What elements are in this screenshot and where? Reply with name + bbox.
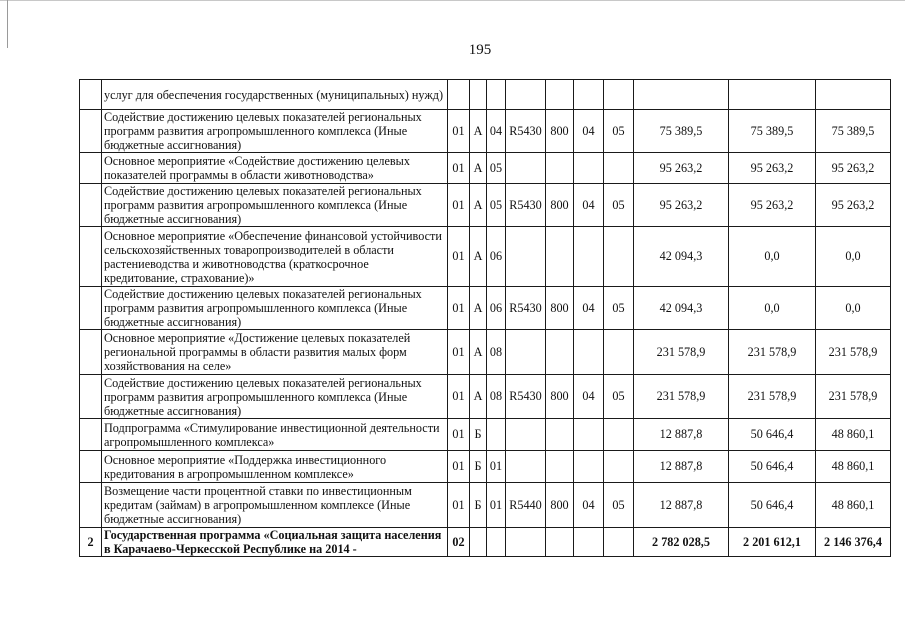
amount-year1-cell: 12 887,8 xyxy=(634,419,729,451)
expense-type-cell xyxy=(546,153,574,184)
subprogram-code-cell: А xyxy=(470,184,487,227)
amount-year2-cell: 50 646,4 xyxy=(729,483,816,528)
subsection-cell xyxy=(604,80,634,110)
program-code-cell: 01 xyxy=(448,419,470,451)
subprogram-code-cell: Б xyxy=(470,483,487,528)
item-name-cell: Основное мероприятие «Поддержка инвестиционного кредитования в агропромышленном комплексе» xyxy=(102,451,448,483)
subsection-cell: 05 xyxy=(604,483,634,528)
section-cell: 04 xyxy=(574,110,604,153)
program-code-cell: 01 xyxy=(448,227,470,287)
table-row xyxy=(80,80,891,110)
table-row xyxy=(80,419,891,451)
direction-code-cell xyxy=(506,80,546,110)
section-cell xyxy=(574,153,604,184)
subsection-cell: 05 xyxy=(604,184,634,227)
item-name-cell: Содействие достижению целевых показателей региональных программ развития агропромышленного комплекса (Иные бюджетные ассигнования) xyxy=(102,110,448,153)
section-cell xyxy=(574,528,604,557)
section-cell xyxy=(574,80,604,110)
amount-year3-cell: 48 860,1 xyxy=(816,419,891,451)
expense-type-cell xyxy=(546,80,574,110)
amount-year3-cell: 231 578,9 xyxy=(816,375,891,419)
amount-year3-cell xyxy=(816,80,891,110)
expense-type-cell: 800 xyxy=(546,483,574,528)
program-code-cell: 01 xyxy=(448,184,470,227)
amount-year1-cell: 75 389,5 xyxy=(634,110,729,153)
subprogram-code-cell xyxy=(470,528,487,557)
subprogram-code-cell: А xyxy=(470,153,487,184)
program-code-cell: 01 xyxy=(448,483,470,528)
program-code-cell: 01 xyxy=(448,153,470,184)
page-number: 195 xyxy=(468,42,492,58)
subsection-cell xyxy=(604,528,634,557)
subsection-cell xyxy=(604,227,634,287)
amount-year1-cell: 231 578,9 xyxy=(634,330,729,375)
activity-code-cell: 04 xyxy=(487,110,506,153)
program-code-cell: 01 xyxy=(448,451,470,483)
scan-top-edge xyxy=(0,0,905,1)
subprogram-code-cell: А xyxy=(470,110,487,153)
row-number-cell xyxy=(80,451,102,483)
item-name-cell: Основное мероприятие «Достижение целевых показателей региональной программы в области развития малых форм хозяйствования на селе» xyxy=(102,330,448,375)
expense-type-cell xyxy=(546,451,574,483)
amount-year3-cell: 95 263,2 xyxy=(816,184,891,227)
amount-year3-cell: 0,0 xyxy=(816,287,891,330)
row-number-cell xyxy=(80,483,102,528)
row-number-cell xyxy=(80,330,102,375)
table-row xyxy=(80,483,891,528)
row-number-cell xyxy=(80,419,102,451)
amount-year2-cell: 95 263,2 xyxy=(729,184,816,227)
item-name-cell: Подпрограмма «Стимулирование инвестиционной деятельности агропромышленного комплекса» xyxy=(102,419,448,451)
expense-type-cell xyxy=(546,419,574,451)
amount-year1-cell: 231 578,9 xyxy=(634,375,729,419)
subsection-cell xyxy=(604,153,634,184)
amount-year1-cell xyxy=(634,80,729,110)
amount-year1-cell: 95 263,2 xyxy=(634,184,729,227)
activity-code-cell: 05 xyxy=(487,184,506,227)
table-row xyxy=(80,375,891,419)
section-cell: 04 xyxy=(574,287,604,330)
subprogram-code-cell xyxy=(470,80,487,110)
amount-year3-cell: 231 578,9 xyxy=(816,330,891,375)
table-row xyxy=(80,287,891,330)
direction-code-cell xyxy=(506,451,546,483)
amount-year2-cell: 75 389,5 xyxy=(729,110,816,153)
amount-year2-cell: 231 578,9 xyxy=(729,375,816,419)
amount-year1-cell: 12 887,8 xyxy=(634,451,729,483)
amount-year2-cell: 95 263,2 xyxy=(729,153,816,184)
row-number-cell xyxy=(80,80,102,110)
direction-code-cell: R5430 xyxy=(506,184,546,227)
expense-type-cell: 800 xyxy=(546,110,574,153)
subprogram-code-cell: Б xyxy=(470,419,487,451)
section-cell: 04 xyxy=(574,483,604,528)
section-cell xyxy=(574,330,604,375)
expense-type-cell xyxy=(546,528,574,557)
row-number-cell: 2 xyxy=(80,528,102,557)
section-cell xyxy=(574,227,604,287)
activity-code-cell: 06 xyxy=(487,287,506,330)
activity-code-cell: 01 xyxy=(487,451,506,483)
program-code-cell xyxy=(448,80,470,110)
amount-year2-cell: 231 578,9 xyxy=(729,330,816,375)
amount-year1-cell: 2 782 028,5 xyxy=(634,528,729,557)
expense-type-cell: 800 xyxy=(546,184,574,227)
activity-code-cell: 01 xyxy=(487,483,506,528)
program-code-cell: 01 xyxy=(448,110,470,153)
row-number-cell xyxy=(80,110,102,153)
amount-year2-cell: 50 646,4 xyxy=(729,419,816,451)
subprogram-code-cell: А xyxy=(470,287,487,330)
row-number-cell xyxy=(80,153,102,184)
section-cell: 04 xyxy=(574,375,604,419)
amount-year2-cell: 50 646,4 xyxy=(729,451,816,483)
amount-year2-cell xyxy=(729,80,816,110)
table-row xyxy=(80,110,891,153)
subsection-cell xyxy=(604,330,634,375)
amount-year2-cell: 2 201 612,1 xyxy=(729,528,816,557)
subprogram-code-cell: А xyxy=(470,227,487,287)
direction-code-cell: R5440 xyxy=(506,483,546,528)
program-code-cell: 01 xyxy=(448,375,470,419)
activity-code-cell: 08 xyxy=(487,375,506,419)
amount-year3-cell: 95 263,2 xyxy=(816,153,891,184)
expense-type-cell xyxy=(546,330,574,375)
amount-year1-cell: 95 263,2 xyxy=(634,153,729,184)
amount-year3-cell: 75 389,5 xyxy=(816,110,891,153)
amount-year1-cell: 42 094,3 xyxy=(634,227,729,287)
table-row xyxy=(80,330,891,375)
direction-code-cell xyxy=(506,330,546,375)
direction-code-cell xyxy=(506,528,546,557)
direction-code-cell: R5430 xyxy=(506,287,546,330)
item-name-cell: Государственная программа «Социальная защита населения в Карачаево-Черкесской Республике на 2014 - xyxy=(102,528,448,557)
item-name-cell: услуг для обеспечения государственных (муниципальных) нужд) xyxy=(102,80,448,110)
amount-year3-cell: 48 860,1 xyxy=(816,483,891,528)
amount-year1-cell: 42 094,3 xyxy=(634,287,729,330)
table-row xyxy=(80,528,891,557)
table-row xyxy=(80,153,891,184)
row-number-cell xyxy=(80,227,102,287)
item-name-cell: Основное мероприятие «Обеспечение финансовой устойчивости сельскохозяйственных товаропроизводителей в области растениеводства и животноводства (краткосрочное кредитование, страхование)» xyxy=(102,227,448,287)
section-cell: 04 xyxy=(574,184,604,227)
activity-code-cell xyxy=(487,80,506,110)
table-row xyxy=(80,227,891,287)
direction-code-cell xyxy=(506,153,546,184)
subsection-cell xyxy=(604,451,634,483)
item-name-cell: Содействие достижению целевых показателей региональных программ развития агропромышленного комплекса (Иные бюджетные ассигнования) xyxy=(102,375,448,419)
row-number-cell xyxy=(80,184,102,227)
item-name-cell: Основное мероприятие «Содействие достижению целевых показателей программы в области животноводства» xyxy=(102,153,448,184)
program-code-cell: 01 xyxy=(448,287,470,330)
section-cell xyxy=(574,451,604,483)
table-row xyxy=(80,184,891,227)
row-number-cell xyxy=(80,375,102,419)
item-name-cell: Содействие достижению целевых показателей региональных программ развития агропромышленного комплекса (Иные бюджетные ассигнования) xyxy=(102,287,448,330)
direction-code-cell: R5430 xyxy=(506,110,546,153)
amount-year3-cell: 0,0 xyxy=(816,227,891,287)
budget-table xyxy=(79,79,891,557)
item-name-cell: Возмещение части процентной ставки по инвестиционным кредитам (займам) в агропромышленном комплексе (Иные бюджетные ассигнования) xyxy=(102,483,448,528)
scan-left-edge xyxy=(0,0,8,48)
subprogram-code-cell: А xyxy=(470,330,487,375)
section-cell xyxy=(574,419,604,451)
amount-year2-cell: 0,0 xyxy=(729,227,816,287)
activity-code-cell: 05 xyxy=(487,153,506,184)
amount-year2-cell: 0,0 xyxy=(729,287,816,330)
activity-code-cell: 06 xyxy=(487,227,506,287)
direction-code-cell xyxy=(506,419,546,451)
table-row xyxy=(80,451,891,483)
direction-code-cell xyxy=(506,227,546,287)
amount-year3-cell: 2 146 376,4 xyxy=(816,528,891,557)
item-name-cell: Содействие достижению целевых показателей региональных программ развития агропромышленного комплекса (Иные бюджетные ассигнования) xyxy=(102,184,448,227)
expense-type-cell xyxy=(546,227,574,287)
direction-code-cell: R5430 xyxy=(506,375,546,419)
subsection-cell: 05 xyxy=(604,287,634,330)
program-code-cell: 02 xyxy=(448,528,470,557)
expense-type-cell: 800 xyxy=(546,287,574,330)
subsection-cell: 05 xyxy=(604,375,634,419)
activity-code-cell xyxy=(487,528,506,557)
subsection-cell: 05 xyxy=(604,110,634,153)
subsection-cell xyxy=(604,419,634,451)
program-code-cell: 01 xyxy=(448,330,470,375)
activity-code-cell xyxy=(487,419,506,451)
subprogram-code-cell: А xyxy=(470,375,487,419)
amount-year1-cell: 12 887,8 xyxy=(634,483,729,528)
activity-code-cell: 08 xyxy=(487,330,506,375)
subprogram-code-cell: Б xyxy=(470,451,487,483)
row-number-cell xyxy=(80,287,102,330)
expense-type-cell: 800 xyxy=(546,375,574,419)
amount-year3-cell: 48 860,1 xyxy=(816,451,891,483)
